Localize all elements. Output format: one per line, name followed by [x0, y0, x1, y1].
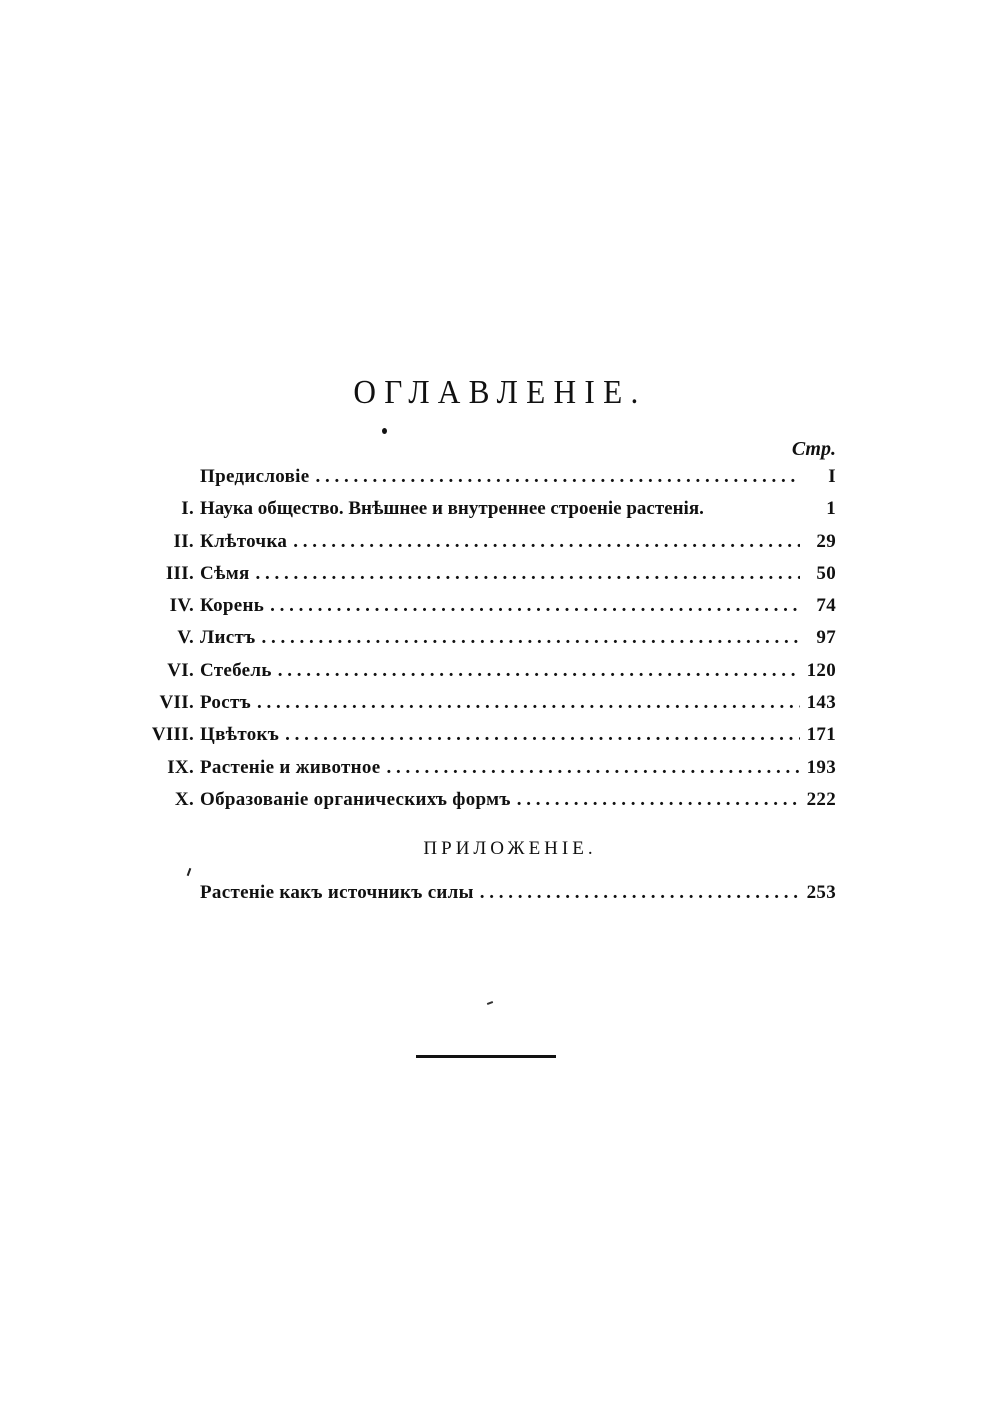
toc-number: IV.: [169, 595, 194, 617]
toc-label: Ростъ: [200, 692, 251, 714]
toc-row: [140, 882, 836, 914]
toc-row: [140, 466, 836, 498]
toc-row: [140, 531, 836, 563]
ink-smudge-mark: [487, 1001, 493, 1005]
dot-leader: [257, 692, 800, 714]
toc-label: Наука общество. Внѣшнее и внутреннее строеніе растенія.: [200, 498, 704, 520]
toc-page: 143: [806, 692, 836, 714]
toc-page: 171: [806, 724, 836, 746]
toc-page: 222: [806, 788, 836, 810]
toc-label: Предисловіе: [200, 466, 310, 487]
toc-page: 193: [806, 756, 836, 778]
toc-row: [140, 563, 836, 595]
toc-number: I.: [181, 498, 194, 520]
toc-row: [140, 627, 836, 659]
dot-leader: [293, 531, 800, 553]
toc-row: [140, 757, 836, 789]
toc-number: VI.: [167, 659, 194, 681]
toc-label: Листъ: [200, 627, 256, 649]
ink-tick-mark: [187, 868, 192, 876]
toc-row: [140, 595, 836, 627]
toc-page: 50: [816, 562, 836, 584]
toc-number: V.: [177, 627, 194, 649]
toc-number: III.: [165, 562, 194, 584]
dot-leader: [315, 466, 800, 488]
toc-number: IX.: [167, 756, 194, 778]
toc-label: Сѣмя: [200, 562, 250, 584]
toc-label: Цвѣтокъ: [200, 724, 280, 746]
dot-leader: [256, 563, 800, 585]
dot-leader: [517, 789, 800, 811]
toc-number: II.: [173, 530, 194, 552]
dot-leader: [278, 660, 800, 682]
appendix-heading: ПРИЛОЖЕНІЕ.: [423, 838, 597, 859]
toc-page: 29: [816, 530, 836, 552]
toc-label: Стебель: [200, 659, 272, 681]
toc-label: Корень: [200, 595, 265, 617]
toc-page: 97: [816, 627, 836, 649]
toc-page: 74: [816, 595, 836, 617]
toc-page: I: [828, 466, 836, 487]
dot-leader: [480, 882, 800, 904]
page-column-header: Стр.: [791, 438, 836, 460]
toc-row: [140, 789, 836, 821]
toc-label: Образованіе органическихъ формъ: [200, 788, 511, 810]
toc-page: 1: [826, 498, 836, 520]
appendix-list: [140, 882, 836, 914]
toc-page: 253: [806, 882, 836, 903]
toc-row: [140, 660, 836, 692]
toc-row: [140, 692, 836, 724]
toc-label: Растеніе и животное: [200, 756, 381, 778]
toc-label: Растеніе какъ источникъ силы: [200, 882, 474, 903]
dot-leader: [386, 757, 800, 779]
table-of-contents: [140, 466, 836, 821]
toc-label: Клѣточка: [200, 530, 288, 552]
closing-rule: [416, 1055, 556, 1058]
toc-row: [140, 498, 836, 530]
toc-number: VII.: [159, 692, 194, 714]
toc-number: VIII.: [151, 724, 194, 746]
toc-number: X.: [174, 788, 194, 810]
dot-leader: [261, 627, 800, 649]
dot-leader: [285, 724, 800, 746]
page-title: ОГЛАВЛЕНІЕ.: [353, 374, 647, 411]
toc-page: 120: [806, 659, 836, 681]
dot-leader: [270, 595, 800, 617]
ink-dot-mark: [382, 428, 387, 434]
toc-row: [140, 724, 836, 756]
